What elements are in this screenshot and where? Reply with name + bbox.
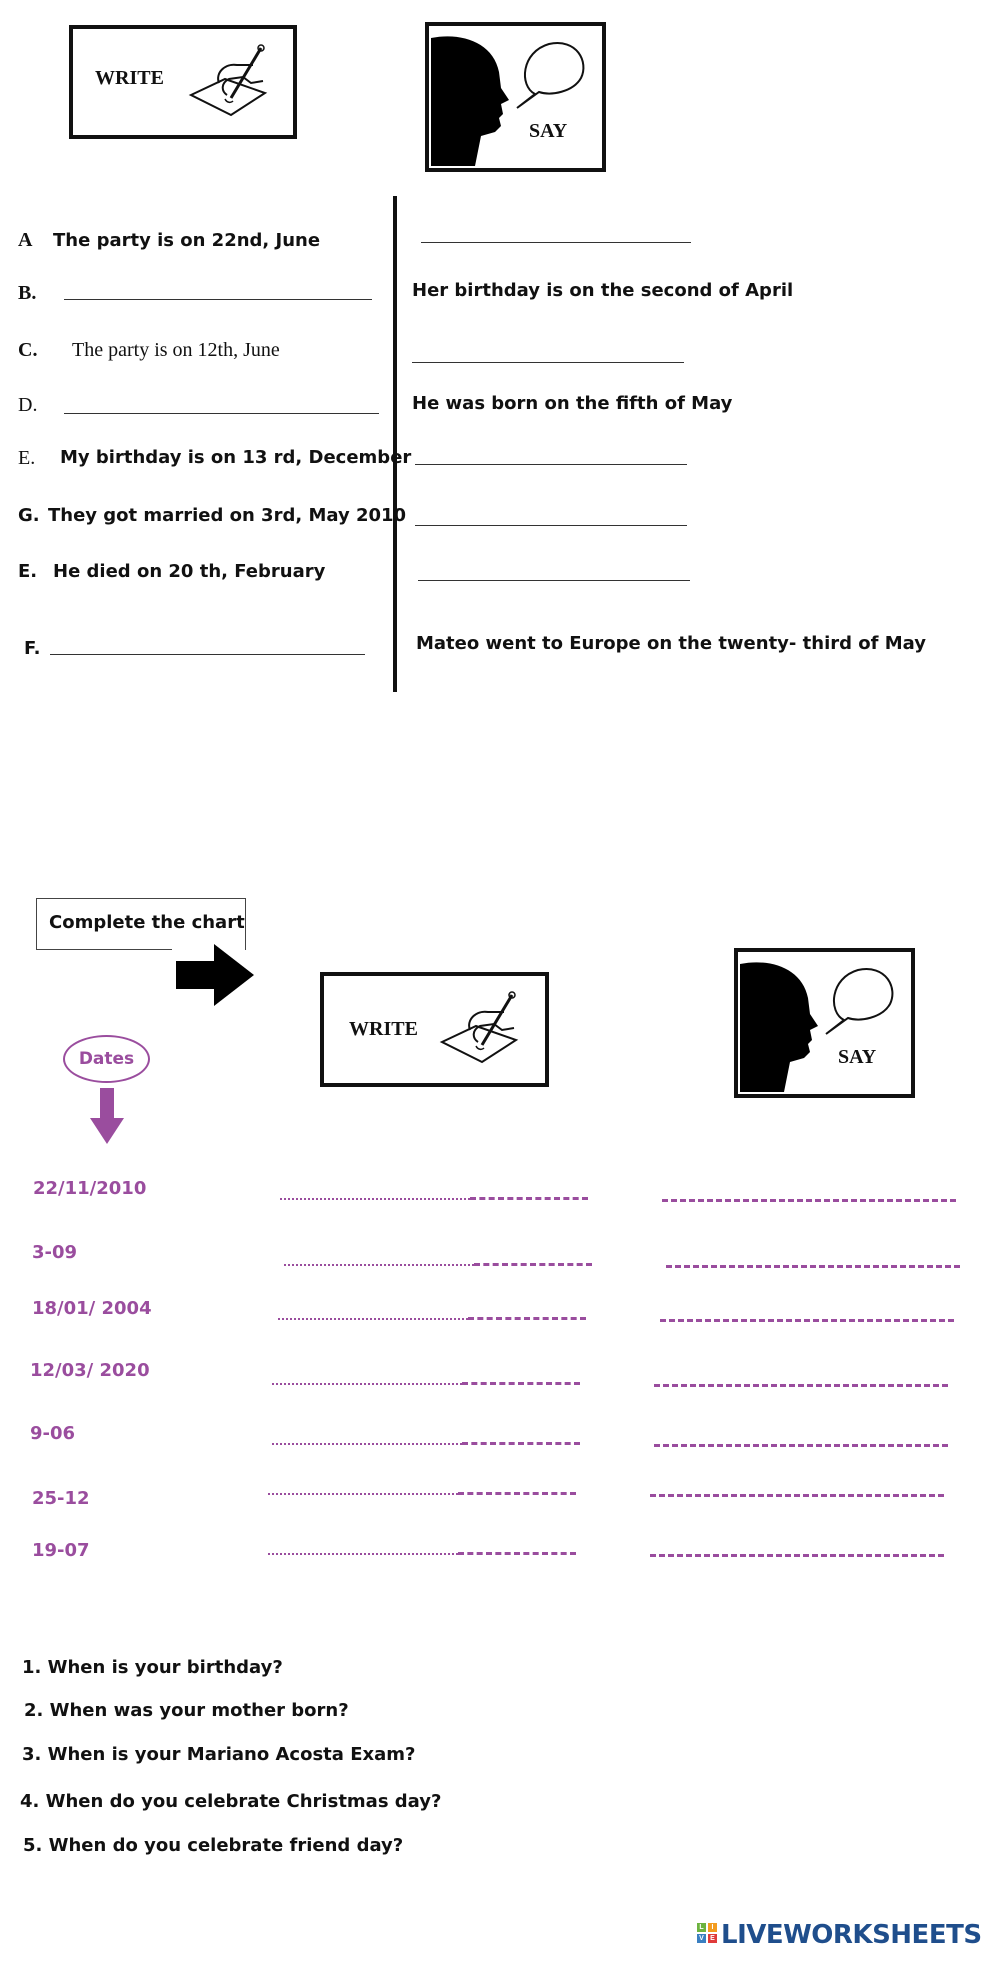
say-answer-line[interactable] [660,1319,954,1322]
row-g-say-blank[interactable] [415,525,687,526]
write-icon-box-2 [320,972,549,1087]
date-label: 18/01/ 2004 [32,1298,152,1319]
row-b-say-text: Her birthday is on the second of April [412,280,794,301]
speaking-head-icon [431,32,601,168]
date-label: 9-06 [30,1423,76,1444]
row-f-say-text: Mateo went to Europe on the twenty- third of May [416,633,926,654]
write-answer-line-tail[interactable] [474,1263,592,1266]
row-f-blank[interactable] [50,654,365,655]
write-answer-line[interactable] [278,1318,468,1320]
row-e2-text: He died on 20 th, February [53,561,326,582]
write-answer-line[interactable] [268,1553,458,1555]
date-label: 19-07 [32,1540,90,1561]
say-answer-line[interactable] [650,1494,944,1497]
row-f-letter: F. [24,638,41,659]
write-answer-line-tail[interactable] [458,1492,576,1495]
date-label: 12/03/ 2020 [30,1360,150,1381]
dates-ellipse [63,1035,150,1083]
say-label: SAY [529,120,568,142]
say-answer-line[interactable] [666,1265,960,1268]
write-label-2: WRITE [349,1018,418,1040]
hand-writing-icon-2 [432,990,532,1068]
row-e2-letter: E. [18,561,38,582]
row-e-letter: E. [18,447,36,469]
write-icon-box [69,25,297,139]
say-icon-box [425,22,606,172]
instruction-box [36,898,246,950]
logo-squares-icon [697,1923,719,1945]
write-answer-line-tail[interactable] [462,1442,580,1445]
write-answer-line-tail[interactable] [458,1552,576,1555]
column-divider [393,196,397,692]
logo-square-i: I [708,1923,717,1932]
logo-square-e: E [708,1934,717,1943]
row-b-letter: B. [18,282,37,304]
row-c-text: The party is on 12th, June [72,339,280,361]
say-icon-box-2 [734,948,915,1098]
row-e2-say-blank[interactable] [418,580,690,581]
question-4: 4. When do you celebrate Christmas day? [20,1791,442,1812]
row-b-blank[interactable] [64,299,372,300]
date-label: 22/11/2010 [33,1178,147,1199]
say-answer-line[interactable] [662,1199,956,1202]
row-d-blank[interactable] [64,413,379,414]
row-g-letter: G. [18,505,40,526]
row-e-say-blank[interactable] [415,464,687,465]
row-a-text: The party is on 22nd, June [53,230,321,251]
logo-square-v: V [697,1934,706,1943]
say-answer-line[interactable] [654,1384,948,1387]
row-a-letter: A [18,229,33,251]
question-1: 1. When is your birthday? [22,1657,283,1678]
row-c-say-blank[interactable] [412,362,684,363]
say-answer-line[interactable] [650,1554,944,1557]
row-d-say-text: He was born on the fifth of May [412,393,733,414]
row-d-letter: D. [18,394,38,416]
logo-square-l: L [697,1923,706,1932]
date-label: 3-09 [32,1242,78,1263]
say-answer-line[interactable] [654,1444,948,1447]
write-answer-line-tail[interactable] [468,1317,586,1320]
write-label: WRITE [95,67,164,89]
write-answer-line[interactable] [272,1383,462,1385]
write-answer-line-tail[interactable] [462,1382,580,1385]
write-answer-line[interactable] [284,1264,474,1266]
instruction-box-bottom [36,949,172,950]
arrow-down-icon [90,1088,124,1144]
question-5: 5. When do you celebrate friend day? [23,1835,404,1856]
question-2: 2. When was your mother born? [24,1700,349,1721]
write-answer-line[interactable] [272,1443,462,1445]
write-answer-line-tail[interactable] [470,1197,588,1200]
say-label-2: SAY [838,1046,877,1068]
question-3: 3. When is your Mariano Acosta Exam? [22,1744,416,1765]
row-e-text: My birthday is on 13 rd, December [60,447,412,468]
row-g-text: They got married on 3rd, May 2010 [48,505,407,526]
write-answer-line[interactable] [268,1493,458,1495]
dates-label: Dates [78,1049,135,1069]
instruction-text: Complete the chart [49,912,245,933]
arrow-right-icon [176,944,256,1006]
write-answer-line[interactable] [280,1198,470,1200]
date-label: 25-12 [32,1488,90,1509]
hand-writing-icon [181,43,281,121]
logo-text: LIVEWORKSHEETS [721,1920,982,1950]
speaking-head-icon-2 [740,958,910,1094]
row-a-say-blank[interactable] [421,242,691,243]
liveworksheets-logo[interactable] [697,1918,997,1952]
row-c-letter: C. [18,339,38,361]
